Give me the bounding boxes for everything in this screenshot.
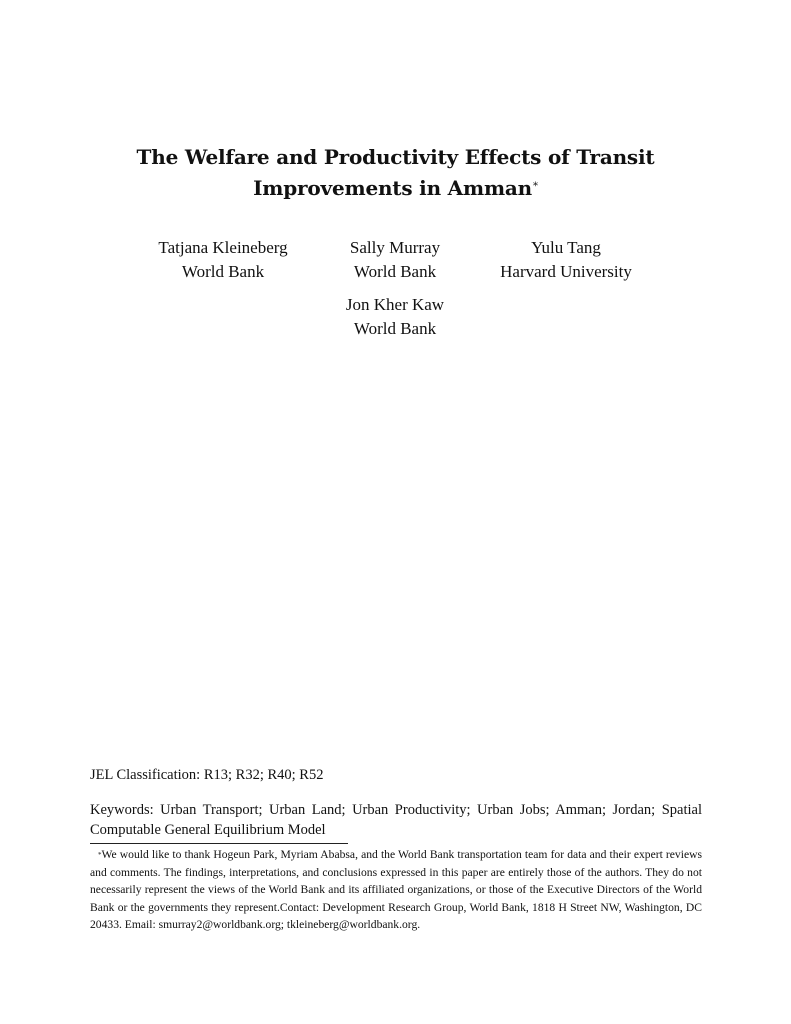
- author-name: Yulu Tang: [531, 238, 601, 257]
- author-name: Tatjana Kleineberg: [158, 238, 288, 257]
- author-block: [305, 236, 485, 284]
- keywords: Keywords: Urban Transport; Urban Land; Urban Productivity; Urban Jobs; Amman; Jordan; Spatial Computable General Equilibrium Model: [90, 802, 702, 838]
- author-block: [305, 293, 485, 341]
- author-affiliation: Harvard University: [500, 262, 632, 281]
- paper-title-line-2: [0, 173, 791, 204]
- footnote-marker: *: [98, 851, 102, 859]
- author-affiliation: World Bank: [181, 262, 265, 281]
- footnote: [90, 846, 702, 934]
- author-affiliation: World Bank: [353, 262, 437, 281]
- paper-title-line-1: The Welfare and Productivity Effects of Transit: [136, 145, 655, 169]
- footnote-paragraph: [90, 846, 702, 934]
- author-block: [123, 236, 323, 284]
- author-name: Jon Kher Kaw: [345, 295, 445, 314]
- jel-classification: JEL Classification: R13; R32; R40; R52: [90, 767, 324, 783]
- author-name: Sally Murray: [349, 238, 441, 257]
- author-affiliation: World Bank: [353, 319, 437, 338]
- title-footnote-marker[interactable]: *: [533, 181, 538, 192]
- author-block: [466, 236, 666, 284]
- footnote-text: We would like to thank Hogeun Park, Myriam Ababsa, and the World Bank transportation team for data and their expert reviews and comments. The findings, interpretations, and conclusions expressed in this paper are entirely those of the authors. They do not necessarily represent the views of the World Bank and its affiliated organizations, or those of the Executive Directors of the World Bank or the governments they represent.Contact: Development Research Group, World Bank, 1818 H Street NW, Washington, DC 20433. Email: smurray2@worldbank.org; tkleineberg@worldbank.org.: [90, 848, 702, 932]
- footnote-divider: [90, 843, 348, 844]
- paper-title-line-2-text: Improvements in Amman: [253, 176, 533, 200]
